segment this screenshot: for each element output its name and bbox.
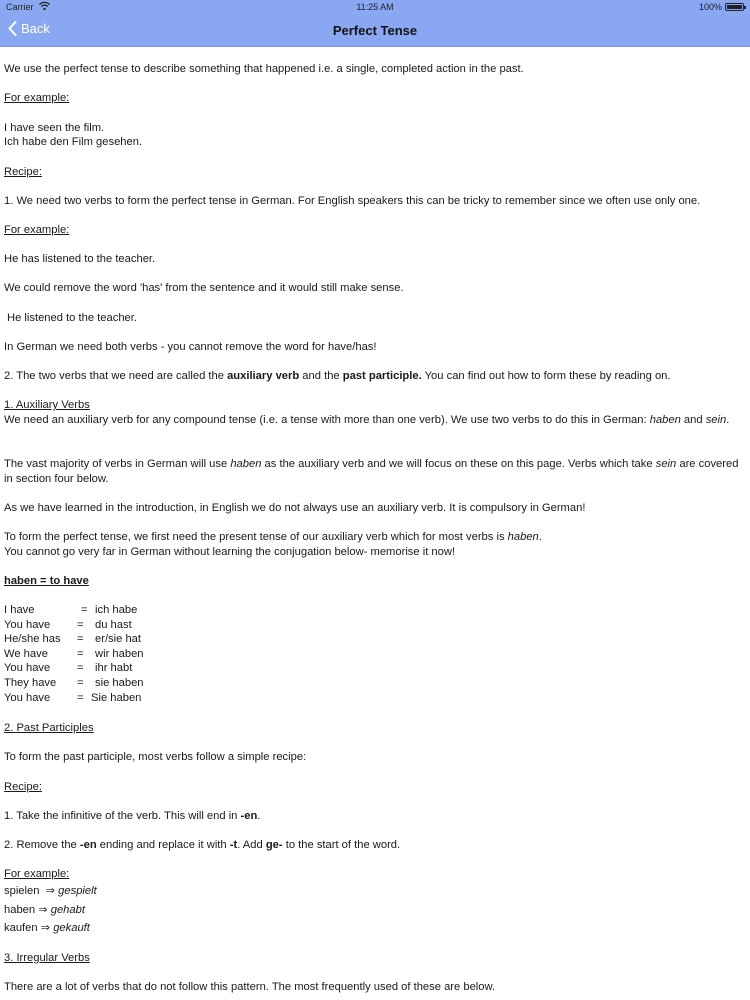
form-perfect-text: To form the perfect tense, we first need the present tense of our auxiliary verb which for most verbs is haben. — [4, 531, 542, 543]
battery-icon — [725, 3, 744, 11]
recipe-step-2: 2. The two verbs that we need are called the auxiliary verb and the past participle. You can find out how to form these by reading on. — [4, 370, 671, 382]
table-row: You have = du hast — [4, 618, 132, 631]
recipe-heading: Recipe: — [4, 166, 42, 178]
explanation-text: We could remove the word 'has' from the sentence and it would still make sense. — [4, 282, 404, 294]
section-heading-past-participles: 2. Past Participles — [4, 722, 94, 734]
memorise-text: You cannot go very far in German without learning the conjugation below- memorise it now! — [4, 546, 456, 558]
navigation-bar — [0, 14, 750, 47]
example-english: I have seen the film. — [4, 122, 105, 134]
for-example-heading: For example: — [4, 868, 70, 880]
list-item: spielen ⇒ gespielt — [4, 885, 97, 897]
back-label: Back — [21, 21, 50, 36]
recipe-step-2: 2. Remove the -en ending and replace it with -t. Add ge- to the start of the word. — [4, 839, 401, 851]
for-example-heading: For example: — [4, 92, 70, 104]
status-bar — [0, 0, 750, 14]
list-item: kaufen ⇒ gekauft — [4, 922, 90, 934]
auxiliary-text: We need an auxiliary verb for any compound tense (i.e. a tense with more than one verb). We use two verbs to do this in German: haben and sein. — [4, 414, 730, 426]
table-row: They have = sie haben — [4, 676, 144, 689]
example-sentence: He has listened to the teacher. — [4, 253, 156, 265]
compulsory-text: As we have learned in the introduction, in English we do not always use an auxiliary verb. It is compulsory in German! — [4, 502, 586, 514]
conjugation-heading: haben = to have — [4, 575, 89, 587]
majority-text: The vast majority of verbs in German will use haben as the auxiliary verb and we will focus on these on this page. Verbs which take sein are covered in section four below. — [4, 458, 739, 485]
list-item: haben ⇒ gehabt — [4, 904, 85, 916]
battery-percentage: 100% — [698, 2, 722, 12]
explanation-text: In German we need both verbs - you cannot remove the word for have/has! — [4, 341, 377, 353]
recipe-step-1: 1. We need two verbs to form the perfect tense in German. For English speakers this can be tricky to remember since we often use only one. — [4, 195, 701, 207]
section-heading-irregular-verbs: 3. Irregular Verbs — [4, 952, 90, 964]
table-row: You have = ihr habt — [4, 662, 133, 675]
section-heading-auxiliary: 1. Auxiliary Verbs — [4, 399, 90, 411]
carrier-label: Carrier — [6, 2, 34, 12]
arrow-icon: ⇒ — [45, 885, 56, 897]
example-sentence: He listened to the teacher. — [7, 312, 137, 324]
arrow-icon: ⇒ — [38, 904, 48, 916]
page-title: Perfect Tense — [332, 23, 418, 38]
intro-text: We use the perfect tense to describe something that happened i.e. a single, completed action in the past. — [4, 63, 524, 75]
for-example-heading: For example: — [4, 224, 70, 236]
conjugation-table — [4, 603, 144, 705]
table-row: You have = Sie haben — [4, 691, 142, 704]
irregular-intro: There are a lot of verbs that do not follow this pattern. The most frequently used of these are below. — [4, 981, 496, 993]
clock: 11:25 AM — [356, 2, 394, 12]
table-row: We have = wir haben — [4, 647, 144, 660]
table-row: He/she has = er/sie hat — [4, 633, 142, 646]
recipe-heading: Recipe: — [4, 781, 42, 793]
example-german: Ich habe den Film gesehen. — [4, 136, 143, 148]
recipe-step-1: 1. Take the infinitive of the verb. This will end in -en. — [4, 810, 261, 822]
table-row: I have = ich habe — [4, 604, 138, 616]
past-participle-intro: To form the past participle, most verbs follow a simple recipe: — [4, 751, 307, 763]
arrow-icon: ⇒ — [40, 922, 51, 934]
